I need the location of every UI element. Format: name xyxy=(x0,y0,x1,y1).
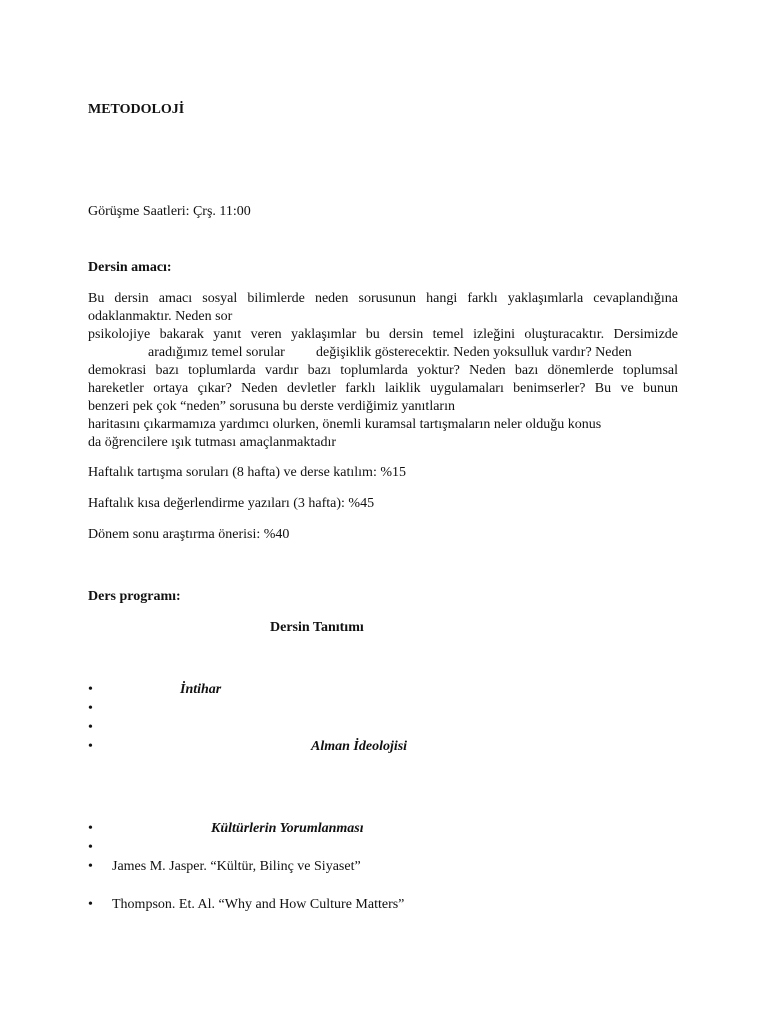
aim-line-8: haritasını çıkarmamıza yardımcı olurken, önemli kuramsal tartışmaların neler olduğu konus xyxy=(88,417,602,432)
bullet-marker: • xyxy=(88,720,93,735)
program-heading: Ders programı: xyxy=(88,589,181,604)
bullet-item-thompson: Thompson. Et. Al. “Why and How Culture Matters” xyxy=(112,897,405,912)
grading-item-participation: Haftalık tartışma soruları (8 hafta) ve derse katılım: %15 xyxy=(88,465,407,480)
aim-line-4b: değişiklik gösterecektir. Neden yoksulluk vardır? Neden xyxy=(316,345,632,360)
aim-line-2: odaklanmaktır. Neden sor xyxy=(88,309,233,324)
page-title: METODOLOJİ xyxy=(88,102,185,117)
bullet-marker: • xyxy=(88,821,93,836)
bullet-item-kulturlerin-yorumlanmasi: Kültürlerin Yorumlanması xyxy=(211,821,364,836)
bullet-marker: • xyxy=(88,859,93,874)
aim-line-7: benzeri pek çok “neden” sorusuna bu derste verdiğimiz yanıtların xyxy=(88,399,455,414)
aim-line-3: psikolojiye bakarak yanıt veren yaklaşımlar bu dersin temel izleğini oluşturacaktır. Dersimizde xyxy=(88,327,678,342)
aim-line-4a: aradığımız temel sorular xyxy=(148,345,285,360)
bullet-marker: • xyxy=(88,897,93,912)
aim-heading: Dersin amacı: xyxy=(88,260,172,275)
aim-line-1: Bu dersin amacı sosyal bilimlerde neden sorusunun hangi farklı yaklaşımlarla cevaplandığına xyxy=(88,291,678,306)
bullet-marker: • xyxy=(88,682,93,697)
grading-item-short-papers: Haftalık kısa değerlendirme yazıları (3 hafta): %45 xyxy=(88,496,375,511)
aim-line-5: demokrasi bazı toplumlarda vardır bazı toplumlarda yoktur? Neden bazı dönemlerde toplumsal xyxy=(88,363,678,378)
bullet-marker: • xyxy=(88,739,93,754)
bullet-item-alman-ideolojisi: Alman İdeolojisi xyxy=(311,739,408,754)
bullet-item-jasper: James M. Jasper. “Kültür, Bilinç ve Siyaset” xyxy=(112,859,361,874)
office-hours: Görüşme Saatleri: Çrş. 11:00 xyxy=(88,204,251,219)
aim-line-6: hareketler ortaya çıkar? Neden devletler farklı laiklik uygulamaları benimserler? Bu ve bunun xyxy=(88,381,678,396)
bullet-marker: • xyxy=(88,701,93,716)
bullet-marker: • xyxy=(88,840,93,855)
intro-heading: Dersin Tanıtımı xyxy=(270,620,364,635)
aim-line-9: da öğrencilere ışık tutması amaçlanmaktadır xyxy=(88,435,337,450)
grading-item-final-proposal: Dönem sonu araştırma önerisi: %40 xyxy=(88,527,290,542)
bullet-item-intihar: İntihar xyxy=(180,682,222,697)
